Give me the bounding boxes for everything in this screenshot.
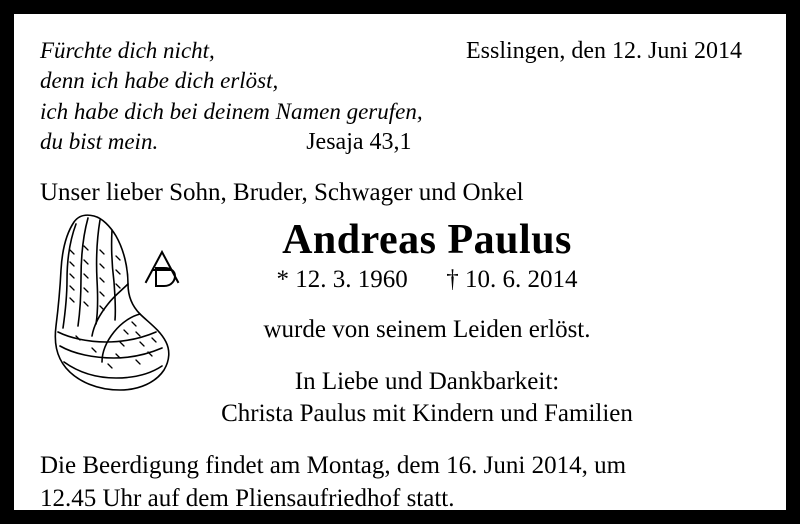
life-dates: [100, 266, 754, 294]
funeral-details: [40, 449, 760, 515]
death-date: † 10. 6. 2014: [446, 265, 578, 293]
funeral-line-2: 12.45 Uhr auf dem Pliensaufriedhof statt.: [40, 484, 455, 512]
verse-line-2: denn ich habe dich erlöst,: [40, 68, 279, 94]
birth-date: * 12. 3. 1960: [276, 265, 408, 293]
obituary-inner: [14, 14, 786, 510]
place-and-date: Esslingen, den 12. Juni 2014: [466, 38, 742, 64]
verse-last-row: [40, 127, 760, 157]
praying-hands-icon: [36, 210, 186, 400]
relation-line: Unser lieber Sohn, Bruder, Schwager und Onkel: [40, 179, 524, 207]
verse-reference: Jesaja 43,1: [306, 129, 412, 156]
duerer-monogram-icon: [142, 246, 184, 292]
verse-line-3: ich habe dich bei deinem Namen gerufen,: [40, 98, 423, 124]
verse-line-1: Fürchte dich nicht,: [40, 38, 215, 63]
deceased-name: Andreas Paulus: [282, 217, 572, 264]
thanks-line: In Liebe und Dankbarkeit:: [294, 367, 560, 395]
funeral-line-1: Die Beerdigung findet am Montag, dem 16. Juni 2014, um: [40, 451, 627, 479]
released-line: wurde von seinem Leiden erlöst.: [263, 315, 591, 343]
verse-and-date-row: [40, 36, 760, 127]
bible-verse: [40, 36, 423, 127]
family-line: Christa Paulus mit Kindern und Familien: [221, 400, 633, 428]
verse-line-4: du bist mein.: [40, 129, 159, 155]
